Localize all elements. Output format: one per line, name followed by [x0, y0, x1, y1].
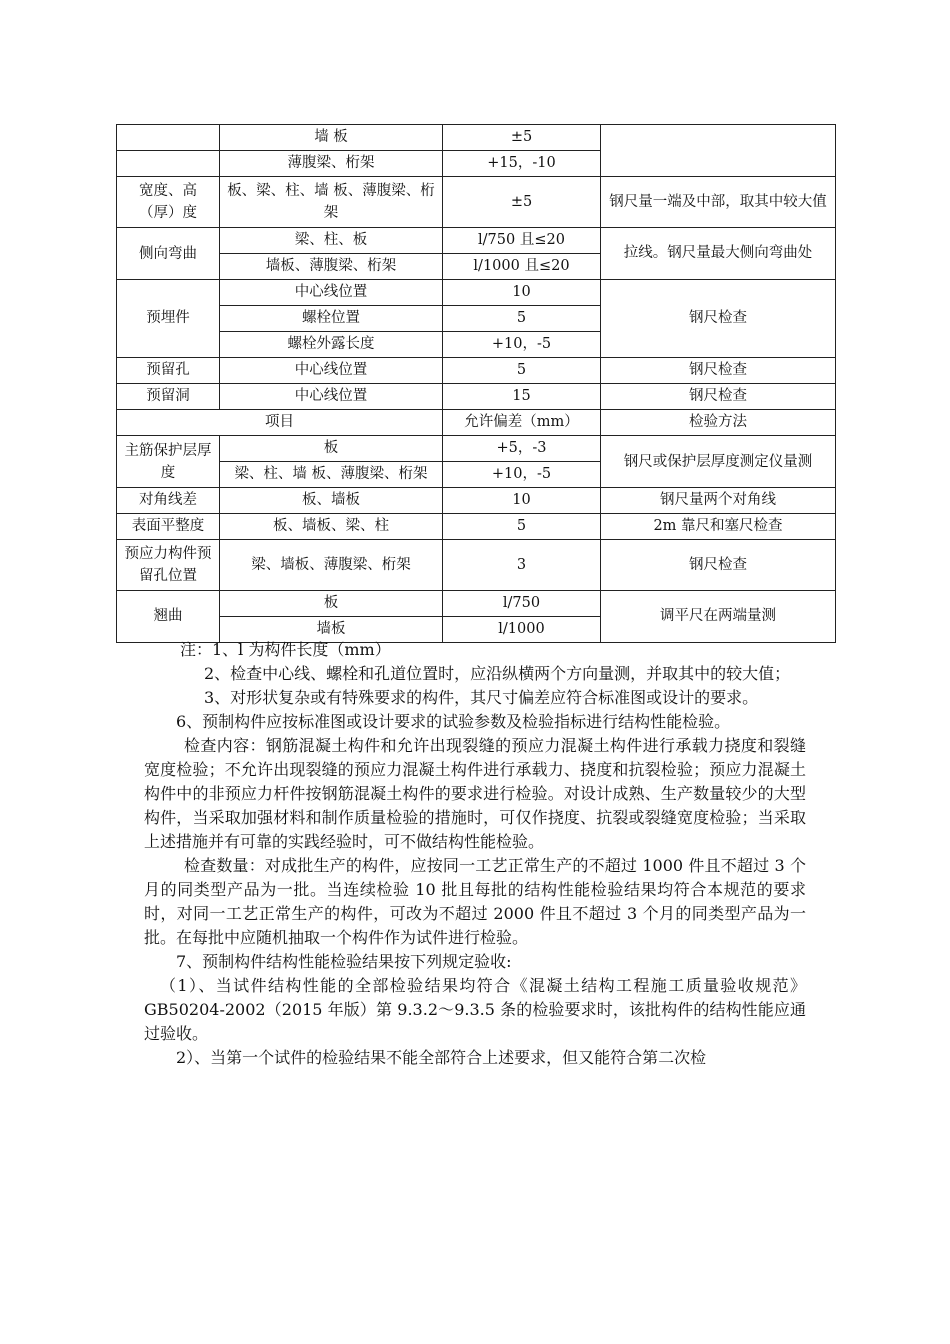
table-cell: 翘曲 [117, 591, 220, 643]
table-cell: ±5 [443, 177, 601, 228]
table-cell: 3 [443, 540, 601, 591]
table-row [117, 488, 836, 514]
table-row [117, 540, 836, 591]
table-cell: 主筋保护层厚度 [117, 436, 220, 488]
table-row [117, 177, 836, 228]
table-cell: +5，-3 [443, 436, 601, 462]
table-row [117, 591, 836, 617]
table-cell: 预埋件 [117, 280, 220, 358]
inspection-content: 检查内容：钢筋混凝土构件和允许出现裂缝的预应力混凝土构件进行承载力挠度和裂缝宽度检验；不允许出现裂缝的预应力混凝土构件进行承载力、挠度和抗裂检验；预应力混凝土构件中的非预应力杆件按钢筋混凝土构件的要求进行检验。对设计成熟、生产数量较少的大型构件，当采取加强材料和制作质量检验的措施时，可仅作挠度、抗裂或裂缝宽度检验；当采取上述措施并有可靠的实践经验时，可不做结构性能检验。 [144, 736, 806, 851]
table-cell: 调平尺在两端量测 [601, 591, 836, 643]
table-cell: 5 [443, 514, 601, 540]
body-text [144, 638, 806, 1070]
acceptance-item-2: 2）、当第一个试件的检验结果不能全部符合上述要求，但又能符合第二次检 [176, 1048, 707, 1067]
column-header-tolerance: 允许偏差（mm） [443, 410, 601, 436]
table-cell: l/1000 且≤20 [443, 254, 601, 280]
table-row [117, 125, 836, 151]
table-cell: 墙板、薄腹梁、桁架 [220, 254, 443, 280]
table-cell: 2m 靠尺和塞尺检查 [601, 514, 836, 540]
table-cell: 梁、柱、板 [220, 228, 443, 254]
table-cell: 板 [220, 591, 443, 617]
table-cell: 板 [220, 436, 443, 462]
table-row [117, 280, 836, 306]
table-cell: 钢尺检查 [601, 280, 836, 358]
table-cell: ±5 [443, 125, 601, 151]
table-cell: 螺栓外露长度 [220, 332, 443, 358]
table-cell: l/750 且≤20 [443, 228, 601, 254]
table-cell: 中心线位置 [220, 358, 443, 384]
table-cell: 预应力构件预留孔位置 [117, 540, 220, 591]
table-cell: 预留孔 [117, 358, 220, 384]
note-1: 注：1、l 为构件长度（mm） [180, 640, 391, 659]
table-cell: l/750 [443, 591, 601, 617]
table-cell: 钢尺量两个对角线 [601, 488, 836, 514]
table-cell: +10，-5 [443, 462, 601, 488]
table-cell: 钢尺检查 [601, 384, 836, 410]
table-cell: 5 [443, 358, 601, 384]
table-row [117, 436, 836, 462]
table-cell: 梁、柱、墙 板、薄腹梁、桁架 [220, 462, 443, 488]
table-row [117, 514, 836, 540]
note-3: 3、对形状复杂或有特殊要求的构件，其尺寸偏差应符合标准图或设计的要求。 [204, 688, 759, 707]
table-cell: 拉线。钢尺量最大侧向弯曲处 [601, 228, 836, 280]
paragraph-6: 6、预制构件应按标准图或设计要求的试验参数及检验指标进行结构性能检验。 [176, 712, 731, 731]
table-cell: 板、墙板、梁、柱 [220, 514, 443, 540]
table-row [117, 228, 836, 254]
inspection-quantity: 检查数量：对成批生产的构件，应按同一工艺正常生产的不超过 1000 件且不超过 3 个月的同类型产品为一批。当连续检验 10 批且每批的结构性能检验结果均符合本规范的要求时，对同一工艺正常生产的构件，可改为不超过 2000 件且不超过 3 个月的同类型产品为一批。在每批中应随机抽取一个构件作为试件进行检验。 [144, 856, 806, 947]
table-row [117, 358, 836, 384]
note-2: 2、检查中心线、螺栓和孔道位置时，应沿纵横两个方向量测，并取其中的较大值； [204, 664, 791, 683]
table-cell: 钢尺检查 [601, 358, 836, 384]
column-header-method: 检验方法 [601, 410, 836, 436]
table-cell: 15 [443, 384, 601, 410]
tolerance-table [116, 124, 836, 643]
table-cell: 5 [443, 306, 601, 332]
table-cell: 预留洞 [117, 384, 220, 410]
table-cell: 钢尺检查 [601, 540, 836, 591]
table-cell: 侧向弯曲 [117, 228, 220, 280]
table-cell: 中心线位置 [220, 384, 443, 410]
table-cell: 10 [443, 488, 601, 514]
table-cell [601, 125, 836, 177]
table-cell: 墙 板 [220, 125, 443, 151]
table-cell: 墙板 [220, 617, 443, 643]
table-cell: 螺栓位置 [220, 306, 443, 332]
paragraph-7: 7、预制构件结构性能检验结果按下列规定验收: [176, 952, 512, 971]
table-cell: 梁、墙板、薄腹梁、桁架 [220, 540, 443, 591]
table-cell: +10，-5 [443, 332, 601, 358]
table-cell [117, 151, 220, 177]
table-cell: +15，-10 [443, 151, 601, 177]
acceptance-item-1: （1）、当试件结构性能的全部检验结果均符合《混凝土结构工程施工质量验收规范》GB50204-2002（2015 年版）第 9.3.2～9.3.5 条的检验要求时，该批构件的结构性能应通过验收。 [144, 976, 806, 1043]
table-header-row [117, 410, 836, 436]
column-header-item: 项目 [117, 410, 443, 436]
table-cell: l/1000 [443, 617, 601, 643]
table-cell: 钢尺量一端及中部，取其中较大值 [601, 177, 836, 228]
table-cell: 宽度、高（厚）度 [117, 177, 220, 228]
table-cell: 中心线位置 [220, 280, 443, 306]
table-cell: 板、梁、柱、墙 板、薄腹梁、桁架 [220, 177, 443, 228]
table-cell: 对角线差 [117, 488, 220, 514]
table-cell: 10 [443, 280, 601, 306]
table-cell: 板、墙板 [220, 488, 443, 514]
table-row [117, 384, 836, 410]
table-cell: 薄腹梁、桁架 [220, 151, 443, 177]
table-cell: 钢尺或保护层厚度测定仪量测 [601, 436, 836, 488]
table-cell [117, 125, 220, 151]
table-cell: 表面平整度 [117, 514, 220, 540]
